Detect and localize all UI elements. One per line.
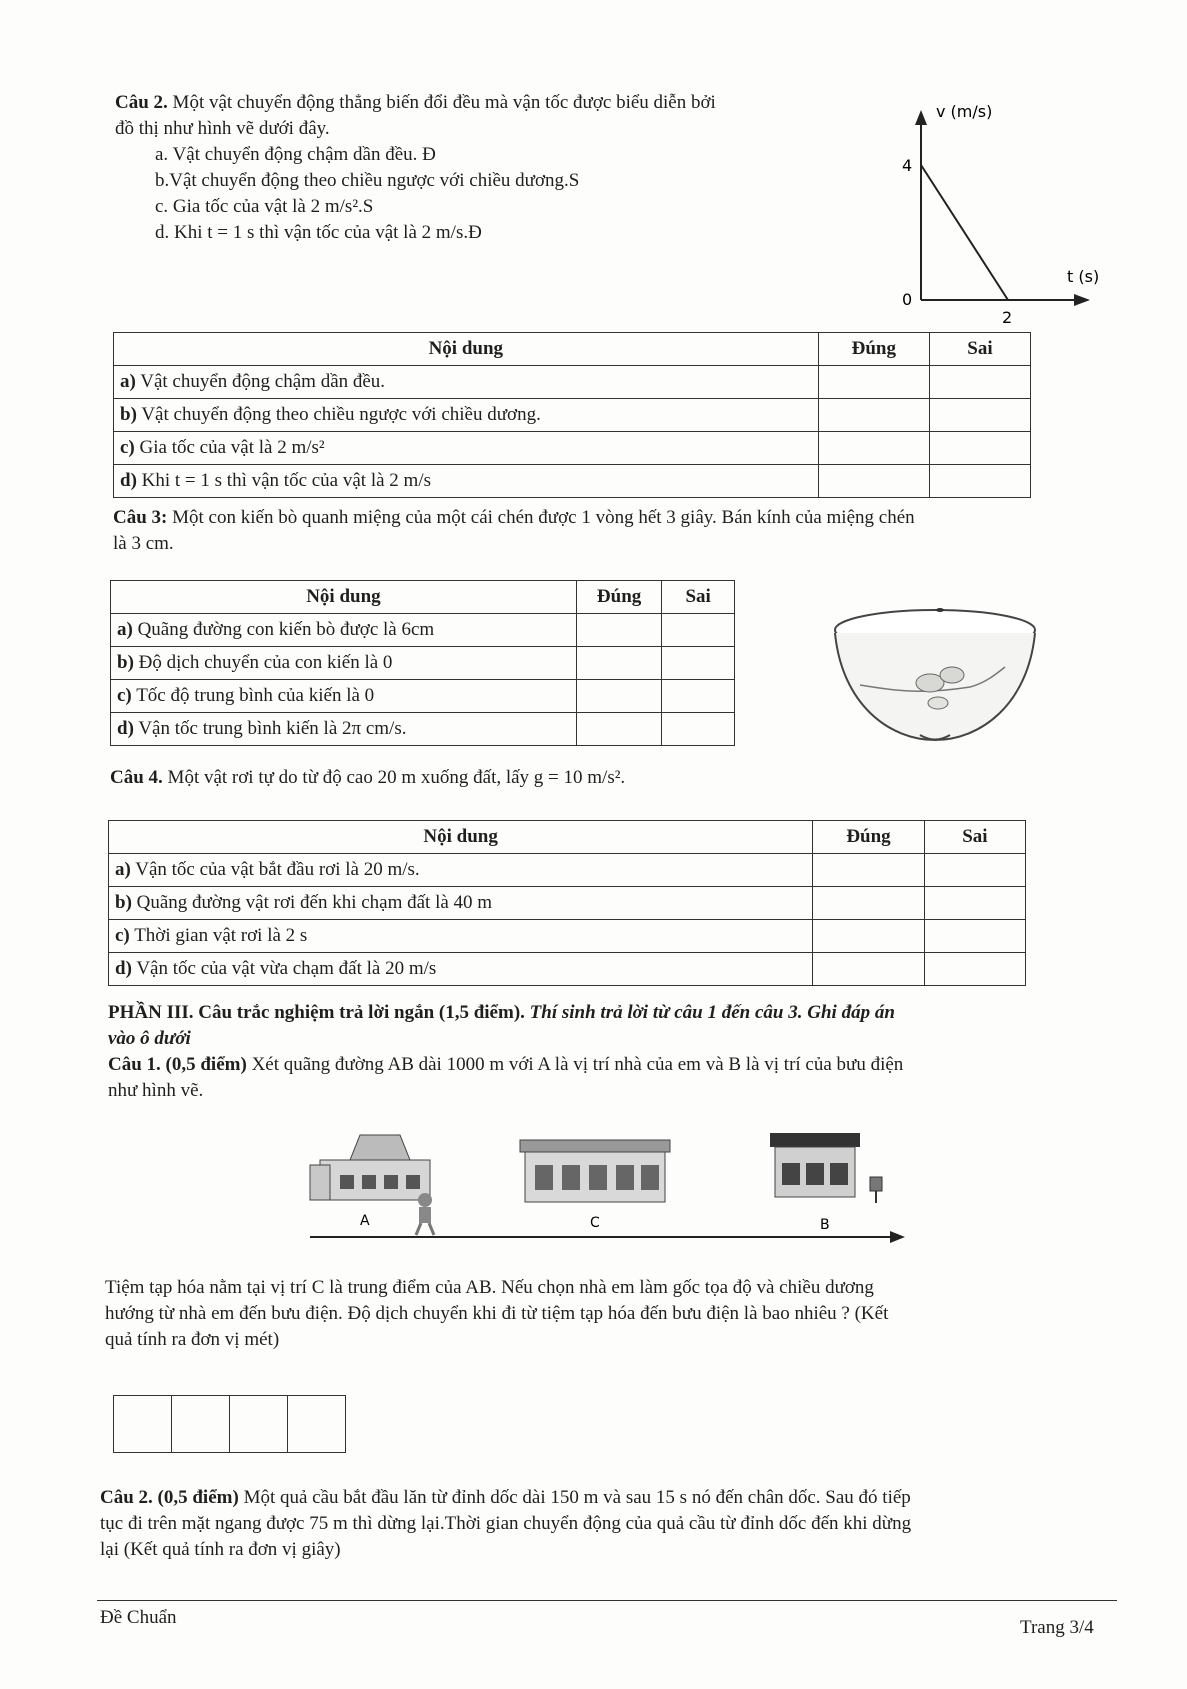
answer-cell-false[interactable] bbox=[929, 432, 1030, 465]
answer-cell-false[interactable] bbox=[929, 465, 1030, 498]
answer-cell-true[interactable] bbox=[813, 920, 924, 953]
q2-item-c: c. Gia tốc của vật là 2 m/s².S bbox=[155, 196, 374, 217]
p3q1-text-line3: quả tính ra đơn vị mét) bbox=[105, 1329, 280, 1350]
q2-table bbox=[113, 332, 1031, 498]
q4-title: Câu 4. bbox=[110, 767, 163, 788]
p3q1-text-line1: Tiệm tạp hóa nằm tại vị trí C là trung điểm của AB. Nếu chọn nhà em làm gốc tọa độ và chiều dương bbox=[105, 1277, 874, 1298]
q3-header-content: Nội dung bbox=[111, 581, 577, 614]
q2-header-false: Sai bbox=[929, 333, 1030, 366]
q4-header-content: Nội dung bbox=[109, 821, 813, 854]
row-text: Vận tốc của vật bắt đầu rơi là 20 m/s. bbox=[135, 859, 420, 880]
table-row bbox=[114, 366, 1031, 399]
row-key: d) bbox=[117, 718, 134, 739]
table-row bbox=[111, 680, 735, 713]
answer-cell-false[interactable] bbox=[924, 920, 1025, 953]
row-text: Vận tốc của vật vừa chạm đất là 20 m/s bbox=[136, 958, 437, 979]
q3-stem-line2: là 3 cm. bbox=[113, 533, 174, 554]
answer-cell-true[interactable] bbox=[576, 614, 661, 647]
row-key: c) bbox=[120, 437, 135, 458]
row-key: b) bbox=[115, 892, 132, 913]
answer-cell-true[interactable] bbox=[818, 399, 929, 432]
answer-cell-true[interactable] bbox=[576, 680, 661, 713]
table-row bbox=[114, 432, 1031, 465]
answer-box[interactable] bbox=[230, 1396, 288, 1452]
v-axis-label: v (m/s) bbox=[936, 102, 993, 121]
part3-instruction-line2: vào ô dưới bbox=[108, 1028, 191, 1049]
answer-box[interactable] bbox=[114, 1396, 172, 1452]
ab-axis-arrow bbox=[890, 1231, 905, 1243]
q4-stem-line: Một vật rơi tự do từ độ cao 20 m xuống đất, lấy g = 10 m/s². bbox=[167, 767, 626, 788]
row-text: Vận tốc trung bình kiến là 2π cm/s. bbox=[138, 718, 407, 739]
p3q1-title: Câu 1. (0,5 điểm) bbox=[108, 1054, 247, 1075]
table-row bbox=[109, 854, 1026, 887]
row-key: b) bbox=[117, 652, 134, 673]
row-text: Thời gian vật rơi là 2 s bbox=[134, 925, 308, 946]
p3q2-block bbox=[100, 1485, 1140, 1563]
row-text: Độ dịch chuyển của con kiến là 0 bbox=[138, 652, 393, 673]
answer-cell-true[interactable] bbox=[813, 953, 924, 986]
row-text: Tốc độ trung bình của kiến là 0 bbox=[136, 685, 375, 706]
q4-table bbox=[108, 820, 1026, 986]
table-row bbox=[109, 953, 1026, 986]
answer-cell-false[interactable] bbox=[924, 854, 1025, 887]
answer-box[interactable] bbox=[172, 1396, 230, 1452]
q2-item-d: d. Khi t = 1 s thì vận tốc của vật là 2 m/s.Đ bbox=[155, 222, 482, 243]
v-axis-arrow bbox=[915, 110, 927, 125]
answer-cell-true[interactable] bbox=[813, 887, 924, 920]
house-icon bbox=[310, 1135, 430, 1200]
bowl-illustration bbox=[820, 595, 1040, 755]
part3-instruction: Thí sinh trả lời từ câu 1 đến câu 3. Ghi đáp án bbox=[529, 1002, 895, 1023]
p3q1-body bbox=[105, 1275, 1135, 1353]
row-text: Vật chuyển động chậm dần đều. bbox=[140, 371, 386, 392]
row-key: a) bbox=[117, 619, 133, 640]
t-axis-label: t (s) bbox=[1067, 267, 1100, 286]
footer-divider bbox=[97, 1600, 1117, 1601]
q2-header-content: Nội dung bbox=[114, 333, 819, 366]
velocity-line bbox=[921, 165, 1008, 300]
q2-item-b: b.Vật chuyển động theo chiều ngược với chiều dương.S bbox=[155, 170, 580, 191]
p3q1-text-line2: hướng từ nhà em đến bưu điện. Độ dịch chuyển khi đi từ tiệm tạp hóa đến bưu điện là bao nhiêu ? (Kết bbox=[105, 1303, 889, 1324]
answer-cell-true[interactable] bbox=[576, 647, 661, 680]
answer-cell-false[interactable] bbox=[662, 713, 735, 746]
answer-cell-true[interactable] bbox=[813, 854, 924, 887]
table-row bbox=[114, 465, 1031, 498]
table-row bbox=[109, 920, 1026, 953]
answer-cell-true[interactable] bbox=[818, 465, 929, 498]
t-axis-arrow bbox=[1074, 294, 1090, 306]
bowl-leaf bbox=[928, 697, 948, 709]
post-office-icon bbox=[770, 1133, 882, 1203]
bowl-flower bbox=[940, 667, 964, 683]
answer-cell-false[interactable] bbox=[662, 614, 735, 647]
row-key: c) bbox=[117, 685, 132, 706]
t-tick-2: 2 bbox=[1002, 308, 1013, 327]
q2-stem bbox=[115, 90, 875, 246]
q3-header-true: Đúng bbox=[576, 581, 661, 614]
grocery-store-icon bbox=[520, 1140, 670, 1202]
ant-icon bbox=[936, 608, 944, 612]
row-text: Quãng đường con kiến bò được là 6cm bbox=[137, 619, 435, 640]
row-key: d) bbox=[120, 470, 137, 491]
table-row bbox=[111, 614, 735, 647]
q3-stem bbox=[113, 505, 1133, 557]
p3q1-stem-line1: Xét quãng đường AB dài 1000 m với A là vị trí nhà của em và B là vị trí của bưu điện bbox=[251, 1054, 904, 1075]
row-text: Khi t = 1 s thì vận tốc của vật là 2 m/s bbox=[141, 470, 431, 491]
part3-heading: PHẦN III. Câu trắc nghiệm trả lời ngắn (1,5 điểm). bbox=[108, 1002, 525, 1023]
row-key: c) bbox=[115, 925, 130, 946]
q2-header-true: Đúng bbox=[818, 333, 929, 366]
point-c-label: C bbox=[590, 1215, 600, 1231]
table-row bbox=[114, 399, 1031, 432]
table-row bbox=[111, 647, 735, 680]
answer-cell-true[interactable] bbox=[818, 366, 929, 399]
row-key: a) bbox=[115, 859, 131, 880]
answer-cell-true[interactable] bbox=[818, 432, 929, 465]
q4-stem bbox=[110, 765, 1010, 791]
row-text: Gia tốc của vật là 2 m/s² bbox=[139, 437, 325, 458]
row-key: d) bbox=[115, 958, 132, 979]
footer-page-number: Trang 3/4 bbox=[1020, 1617, 1094, 1638]
answer-cell-false[interactable] bbox=[929, 399, 1030, 432]
answer-cell-true[interactable] bbox=[576, 713, 661, 746]
q2-stem-line2: đồ thị như hình vẽ dưới đây. bbox=[115, 118, 330, 139]
q3-title: Câu 3: bbox=[113, 507, 168, 528]
row-key: b) bbox=[120, 404, 137, 425]
q4-header-true: Đúng bbox=[813, 821, 924, 854]
q3-header-false: Sai bbox=[662, 581, 735, 614]
point-b-label: B bbox=[820, 1217, 830, 1233]
answer-cell-false[interactable] bbox=[662, 680, 735, 713]
q3-table bbox=[110, 580, 735, 746]
table-row bbox=[111, 713, 735, 746]
part3-heading-block bbox=[108, 1000, 1128, 1104]
q4-header-false: Sai bbox=[924, 821, 1025, 854]
p3q2-text-line1: Một quả cầu bắt đầu lăn từ đỉnh dốc dài 150 m và sau 15 s nó đến chân dốc. Sau đó tiếp bbox=[243, 1487, 911, 1508]
q2-item-a: a. Vật chuyển động chậm dần đều. Đ bbox=[155, 144, 436, 165]
v-tick-4: 4 bbox=[902, 156, 913, 175]
answer-cell-false[interactable] bbox=[929, 366, 1030, 399]
p3q2-text-line2: tục đi trên mặt ngang được 75 m thì dừng lại.Thời gian chuyển động của quả cầu từ đỉnh dốc đến khi dừng bbox=[100, 1513, 912, 1534]
velocity-time-graph bbox=[880, 95, 1110, 335]
row-key: a) bbox=[120, 371, 136, 392]
walking-person-icon bbox=[416, 1193, 434, 1235]
p3q1-stem-line2: như hình vẽ. bbox=[108, 1080, 204, 1101]
answer-boxes bbox=[113, 1395, 346, 1453]
origin-label: 0 bbox=[902, 290, 913, 309]
p3q2-text-line3: lại (Kết quả tính ra đơn vị giây) bbox=[100, 1539, 341, 1560]
road-illustration bbox=[300, 1125, 920, 1255]
q2-title: Câu 2. bbox=[115, 92, 168, 113]
row-text: Vật chuyển động theo chiều ngược với chiều dương. bbox=[141, 404, 541, 425]
p3q2-title: Câu 2. (0,5 điểm) bbox=[100, 1487, 239, 1508]
answer-cell-false[interactable] bbox=[924, 953, 1025, 986]
table-row bbox=[109, 887, 1026, 920]
q3-stem-line1: Một con kiến bò quanh miệng của một cái chén được 1 vòng hết 3 giây. Bán kính của miệng chén bbox=[172, 507, 915, 528]
answer-box[interactable] bbox=[288, 1396, 345, 1452]
answer-cell-false[interactable] bbox=[924, 887, 1025, 920]
q2-stem-line1: Một vật chuyển động thẳng biến đổi đều mà vận tốc được biểu diễn bởi bbox=[172, 92, 716, 113]
answer-cell-false[interactable] bbox=[662, 647, 735, 680]
row-text: Quãng đường vật rơi đến khi chạm đất là 40 m bbox=[136, 892, 493, 913]
point-a-label: A bbox=[360, 1213, 370, 1229]
footer-left: Đề Chuẩn bbox=[100, 1607, 177, 1628]
